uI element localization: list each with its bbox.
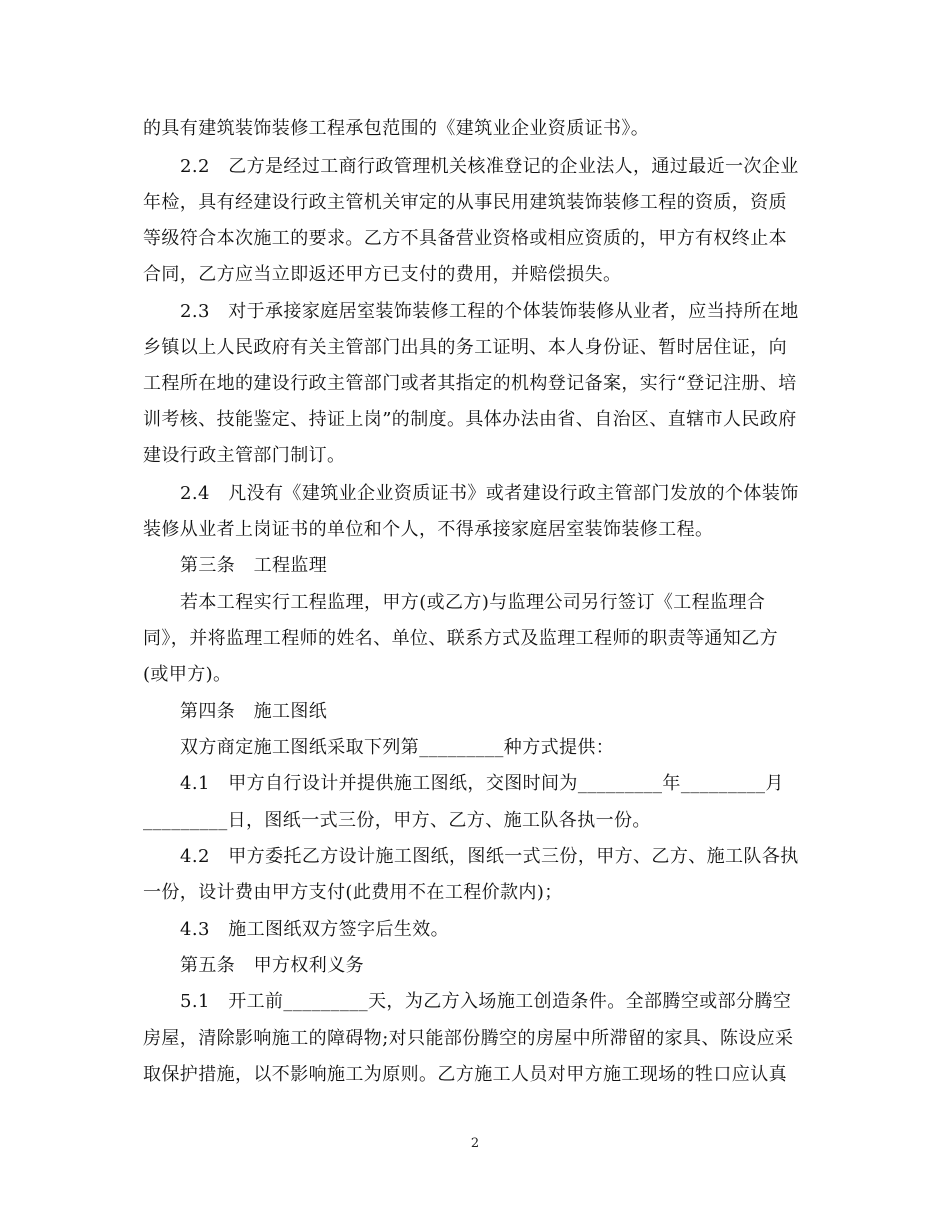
text-line: 年检，具有经建设行政主管机关审定的从事民用建筑装饰装修工程的资质，资质 xyxy=(143,192,787,213)
page-number: 2 xyxy=(470,1136,480,1151)
text-line: 4.1 甲方自行设计并提供施工图纸，交图时间为_________年_________月 xyxy=(180,773,784,794)
text-line: (或甲方)。 xyxy=(143,664,232,685)
section-heading: 第四条 施工图纸 xyxy=(180,701,328,722)
text-line: 合同，乙方应当立即返还甲方已支付的费用，并赔偿损失。 xyxy=(143,264,622,285)
text-line: 2.2 乙方是经过工商行政管理机关核准登记的企业法人，通过最近一次企业 xyxy=(180,156,799,177)
text-line: 若本工程实行工程监理，甲方(或乙方)与监理公司另行签订《工程监理合 xyxy=(180,592,766,613)
text-line: 2.3 对于承接家庭居室装饰装修工程的个体装饰装修从业者，应当持所在地 xyxy=(180,301,799,322)
text-line: 房屋，清除影响施工的障碍物;对只能部份腾空的房屋中所滞留的家具、陈设应采 xyxy=(143,1028,794,1049)
text-line: 装修从业者上岗证书的单位和个人，不得承接家庭居室装饰装修工程。 xyxy=(143,519,714,540)
text-line: 工程所在地的建设行政主管部门或者其指定的机构登记备案，实行“登记注册、培 xyxy=(143,373,797,394)
text-line: 4.2 甲方委托乙方设计施工图纸，图纸一式三份，甲方、乙方、施工队各执 xyxy=(180,846,799,867)
section-heading: 第五条 甲方权利义务 xyxy=(180,955,364,976)
text-line: 的具有建筑装饰装修工程承包范围的《建筑业企业资质证书》。 xyxy=(143,118,650,139)
text-line: 取保护措施，以不影响施工为原则。乙方施工人员对甲方施工现场的牲口应认真 xyxy=(143,1064,787,1085)
text-line: _________日，图纸一式三份，甲方、乙方、施工队各执一份。 xyxy=(143,810,651,831)
text-line: 同》，并将监理工程师的姓名、单位、联系方式及监理工程师的职责等通知乙方 xyxy=(143,628,778,649)
text-line: 4.3 施工图纸双方签字后生效。 xyxy=(180,919,450,940)
text-line: 2.4 凡没有《建筑业企业资质证书》或者建设行政主管部门发放的个体装饰 xyxy=(180,483,799,504)
text-line: 等级符合本次施工的要求。乙方不具备营业资格或相应资质的，甲方有权终止本 xyxy=(143,228,787,249)
text-line: 建设行政主管部门制订。 xyxy=(143,445,346,466)
text-line: 一份，设计费由甲方支付(此费用不在工程价款内)； xyxy=(143,882,563,903)
section-heading: 第三条 工程监理 xyxy=(180,555,328,576)
text-line: 5.1 开工前_________天，为乙方入场施工创造条件。全部腾空或部分腾空 xyxy=(180,991,792,1012)
text-line: 双方商定施工图纸采取下列第_________种方式提供： xyxy=(180,737,615,758)
text-line: 训考核、技能鉴定、持证上岗”的制度。具体办法由省、自治区、直辖市人民政府 xyxy=(143,409,797,430)
text-line: 乡镇以上人民政府有关主管部门出具的务工证明、本人身份证、暂时居住证，向 xyxy=(143,337,787,358)
